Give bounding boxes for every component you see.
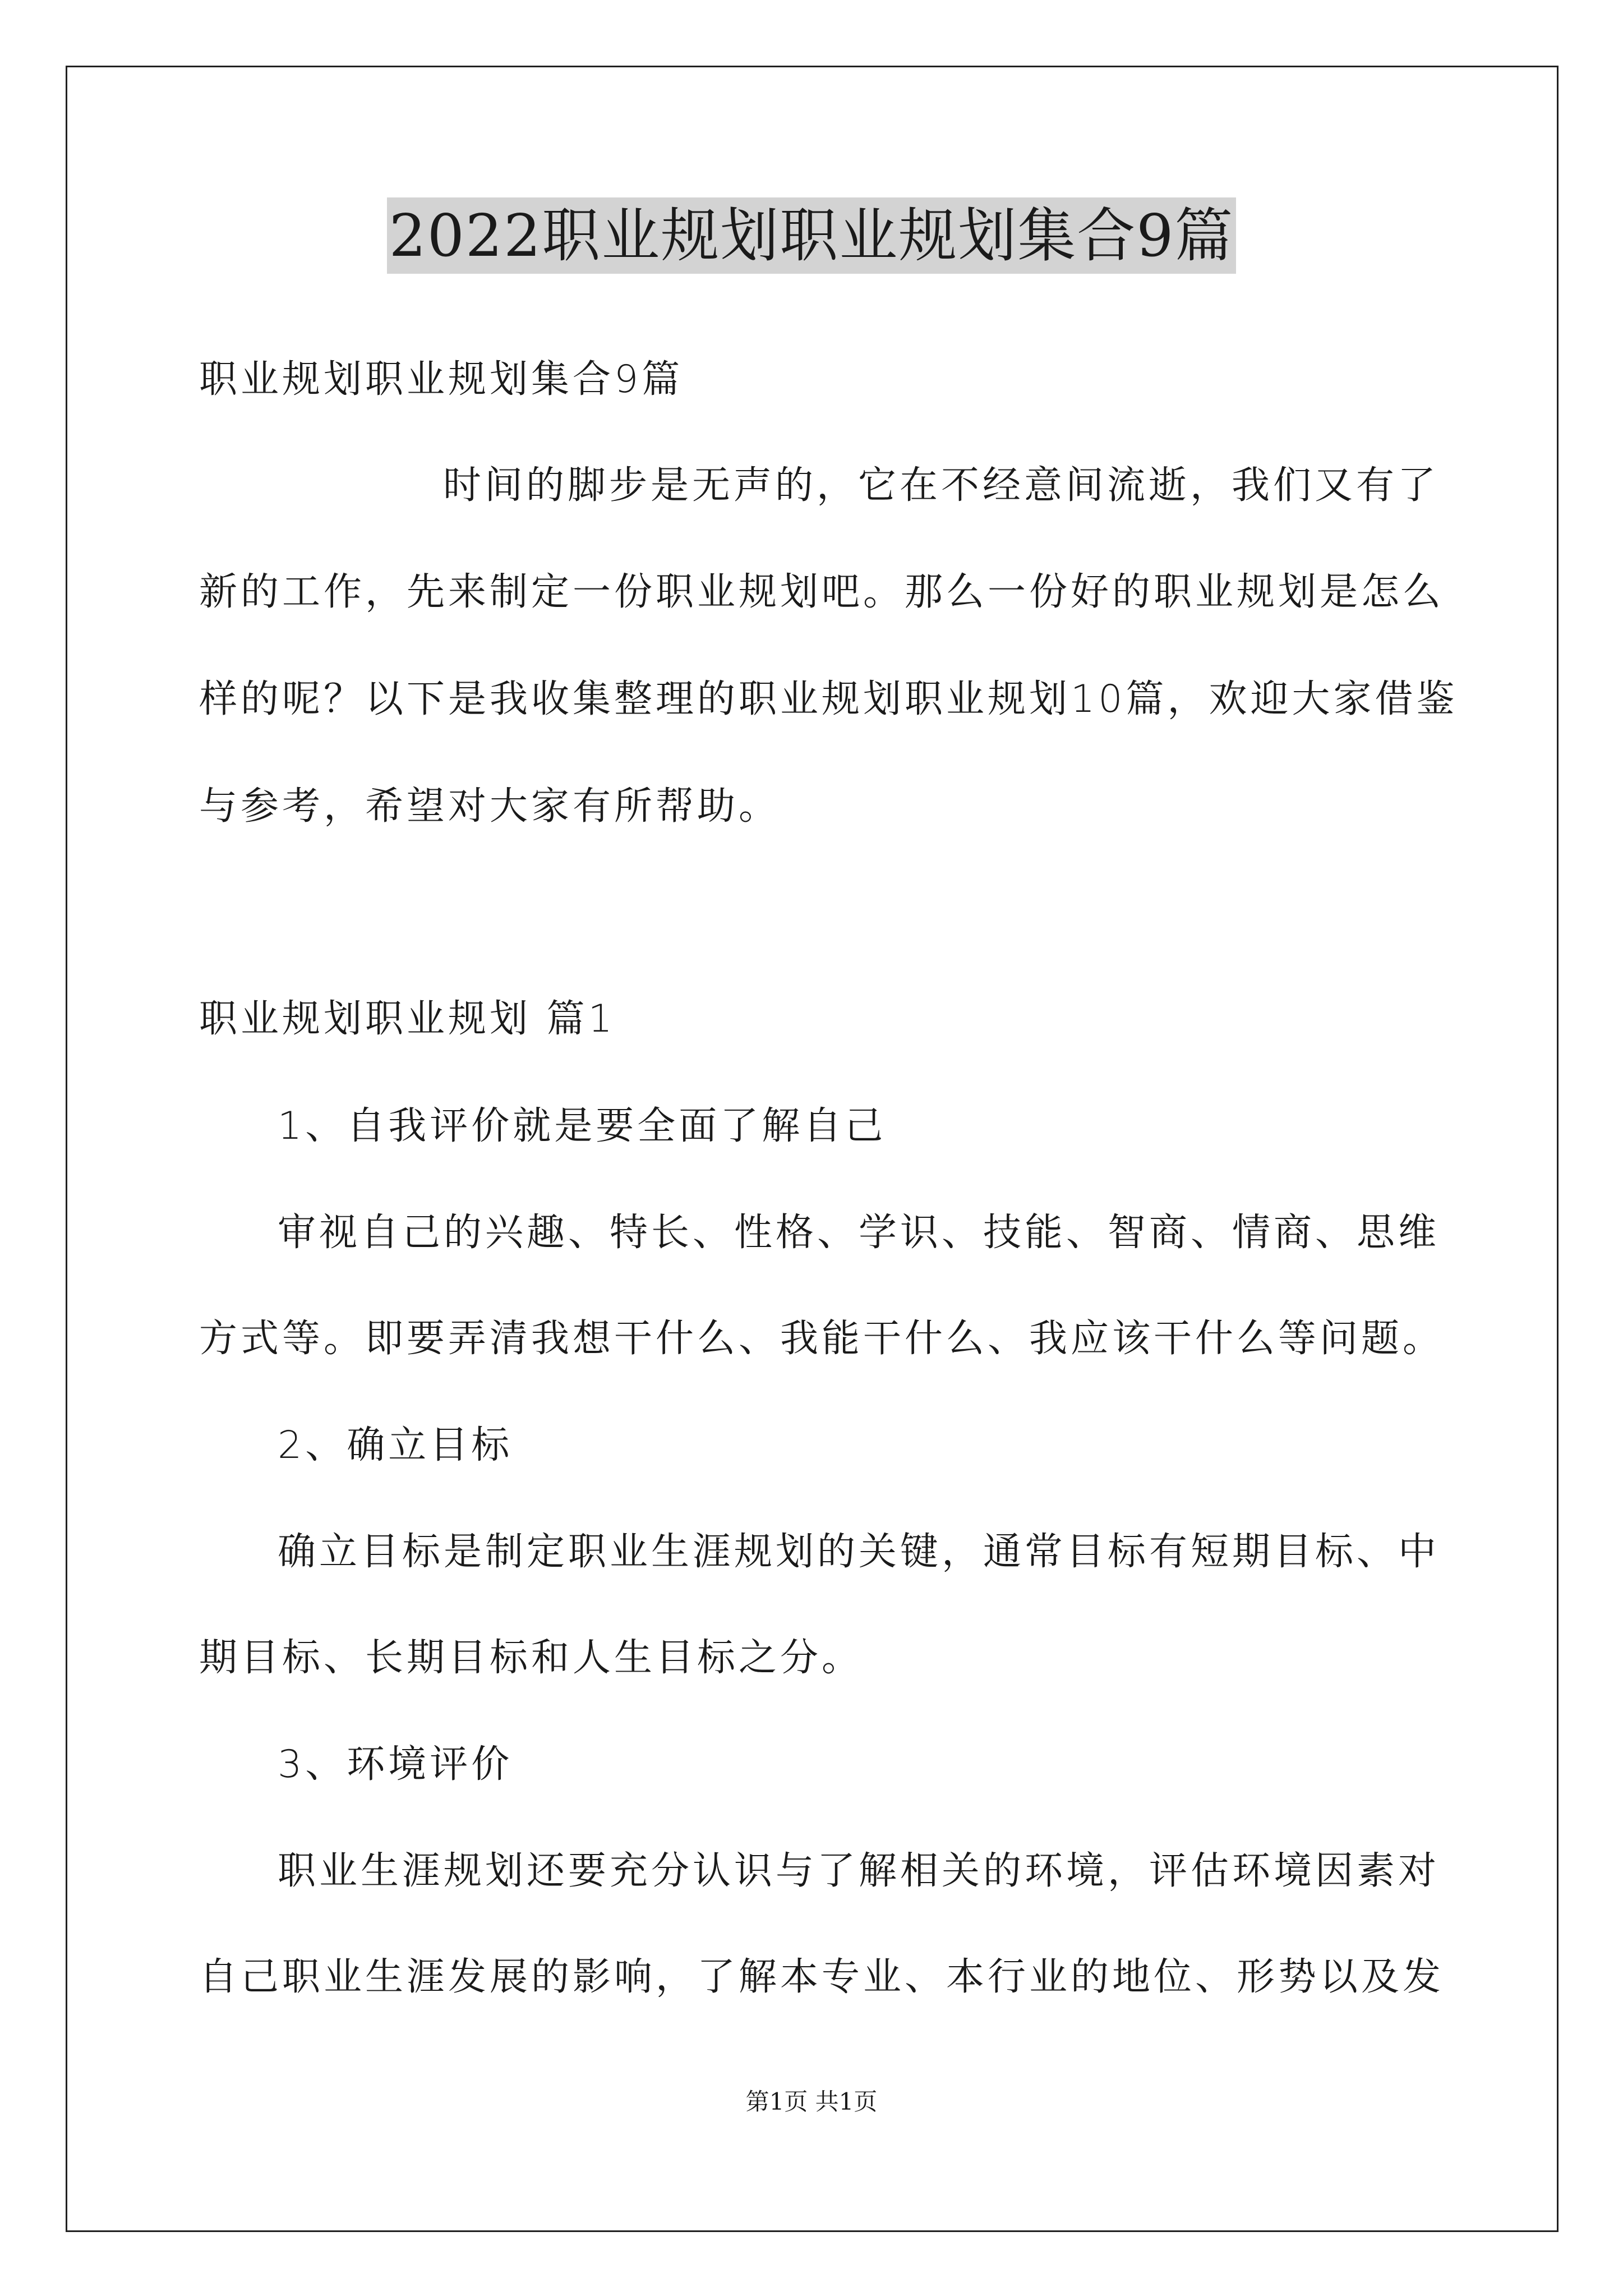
section-heading: 职业规划职业规划 篇1 [199,997,616,1041]
item1-body-line-2: 方式等。即要弄清我想干什么、我能干什么、我应该干什么等问题。 [199,1317,1445,1361]
item2-body-line-2: 期目标、长期目标和人生目标之分。 [199,1636,864,1680]
item3-heading: 3、环境评价 [278,1742,513,1787]
page-footer: 第1页 共1页 [745,2088,878,2115]
item1-heading: 1、自我评价就是要全面了解自己 [278,1104,887,1148]
intro-line-3: 样的呢？以下是我收集整理的职业规划职业规划10篇，欢迎大家借鉴 [199,677,1458,721]
document-title: 2022职业规划职业规划集合9篇 [387,197,1237,274]
intro-line-2: 新的工作，先来制定一份职业规划吧。那么一份好的职业规划是怎么 [199,570,1445,614]
item3-body-line-1: 职业生涯规划还要充分认识与了解相关的环境，评估环境因素对 [278,1849,1440,1893]
title-container [0,197,1623,274]
item3-body-line-2: 自己职业生涯发展的影响，了解本专业、本行业的地位、形势以及发 [199,1955,1445,1999]
item2-body-line-1: 确立目标是制定职业生涯规划的关键，通常目标有短期目标、中 [278,1530,1440,1574]
item2-heading: 2、确立目标 [278,1423,513,1467]
intro-line-4: 与参考，希望对大家有所帮助。 [199,784,781,829]
intro-line-1: 时间的脚步是无声的，它在不经意间流逝，我们又有了 [443,463,1440,508]
document-subtitle: 职业规划职业规划集合9篇 [199,357,684,402]
item1-body-line-1: 审视自己的兴趣、特长、性格、学识、技能、智商、情商、思维 [278,1211,1440,1255]
